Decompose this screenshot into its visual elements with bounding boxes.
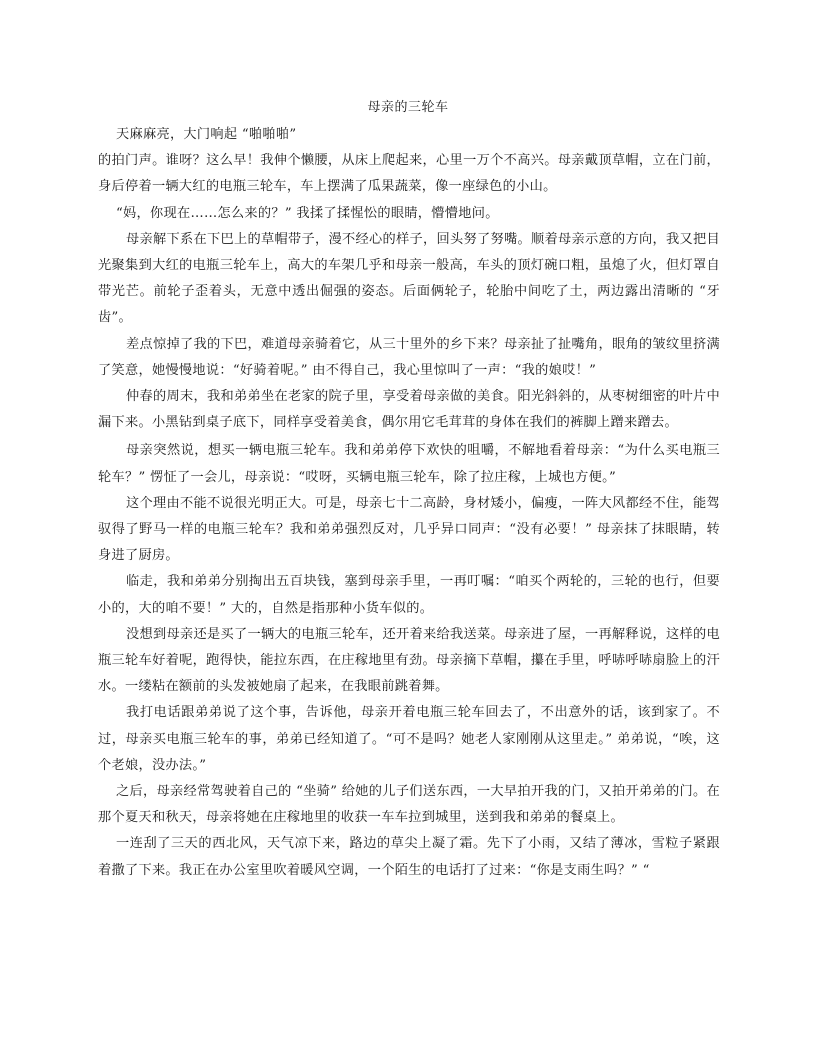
paragraph: 母亲突然说，想买一辆电瓶三轮车。我和弟弟停下欢快的咀嚼，不解地看着母亲：“为什么买电瓶三轮车？” 愣怔了一会儿，母亲说：“哎呀，买辆电瓶三轮车，除了拉庄稼，上城也方便。” <box>98 443 720 485</box>
paragraph: 这个理由不能不说很光明正大。可是，母亲七十二高龄，身材矮小，偏瘦，一阵大风都经不住，能驾驭得了野马一样的电瓶三轮车？我和弟弟强烈反对，几乎异口同声：“没有必要！” 母亲抹了抹眼睛，转身进了厨房。 <box>98 495 720 564</box>
paragraph: 没想到母亲还是买了一辆大的电瓶三轮车，还开着来给我送菜。母亲进了屋，一再解释说，这样的电瓶三轮车好着呢，跑得快，能拉东西，在庄稼地里有劲。母亲摘下草帽，攥在手里，呼哧呼哧扇脸上的汗水。一缕粘在额前的头发被她扇了起来，在我眼前跳着舞。 <box>98 626 720 695</box>
paragraph: 仲春的周末，我和弟弟坐在老家的院子里，享受着母亲做的美食。阳光斜斜的，从枣树细密的叶片中漏下来。小黑钻到桌子底下，同样享受着美食，偶尔用它毛茸茸的身体在我们的裤脚上蹭来蹭去。 <box>98 389 720 431</box>
page-title: 母亲的三轮车 <box>367 100 449 115</box>
paragraph: 临走，我和弟弟分别掏出五百块钱，塞到母亲手里，一再叮嘱：“咱买个两轮的，三轮的也行，但要小的，大的咱不要！” 大的，自然是指那种小货车似的。 <box>98 574 720 616</box>
paragraph: 母亲解下系在下巴上的草帽带子，漫不经心的样子，回头努了努嘴。顺着母亲示意的方向，我又把目光聚集到大红的电瓶三轮车上，高大的车架几乎和母亲一般高，车头的顶灯碗口粗，虽熄了火，但灯罩自带光芒。前轮子歪着头，无意中透出倔强的姿态。后面俩轮子，轮胎中间吃了土，两边露出清晰的 “牙齿”。 <box>98 231 720 326</box>
paragraph: 差点惊掉了我的下巴，难道母亲骑着它，从三十里外的乡下来？母亲扯了扯嘴角，眼角的皱纹里挤满了笑意，她慢慢地说：“好骑着呢。” 由不得自己，我心里惊叫了一声：“我的娘哎！” <box>98 336 720 378</box>
article-body <box>98 122 720 884</box>
paragraph: 天麻麻亮，大门响起 “啪啪啪” <box>116 127 297 142</box>
paragraph: 我打电话跟弟弟说了这个事，告诉他，母亲开着电瓶三轮车回去了，不出意外的话，该到家了。不过，母亲买电瓶三轮车的事，弟弟已经知道了。“可不是吗？她老人家刚刚从这里走。” 弟弟说，“唉，这个老娘，没办法。” <box>98 705 720 773</box>
paragraph: 一连刮了三天的西北风，天气凉下来，路边的草尖上凝了霜。先下了小雨，又结了薄冰，雪粒子紧跟着撒了下来。我正在办公室里吹着暖风空调，一个陌生的电话打了过来：“你是支雨生吗？” “ <box>98 836 720 878</box>
paragraph: 之后，母亲经常驾驶着自己的 “坐骑” 给她的儿子们送东西，一大早拍开我的门，又拍开弟弟的门。在那个夏天和秋天，母亲将她在庄稼地里的收获一车车拉到城里，送到我和弟弟的餐桌上。 <box>98 784 720 826</box>
paragraph: 的拍门声。谁呀？这么早！我伸个懒腰，从床上爬起来，心里一万个不高兴。母亲戴顶草帽，立在门前，身后停着一辆大红的电瓶三轮车，车上摆满了瓜果蔬菜，像一座绿色的小山。 <box>98 153 720 195</box>
paragraph: “妈，你现在……怎么来的？” 我揉了揉惺忪的眼睛，懵懵地问。 <box>116 205 499 221</box>
